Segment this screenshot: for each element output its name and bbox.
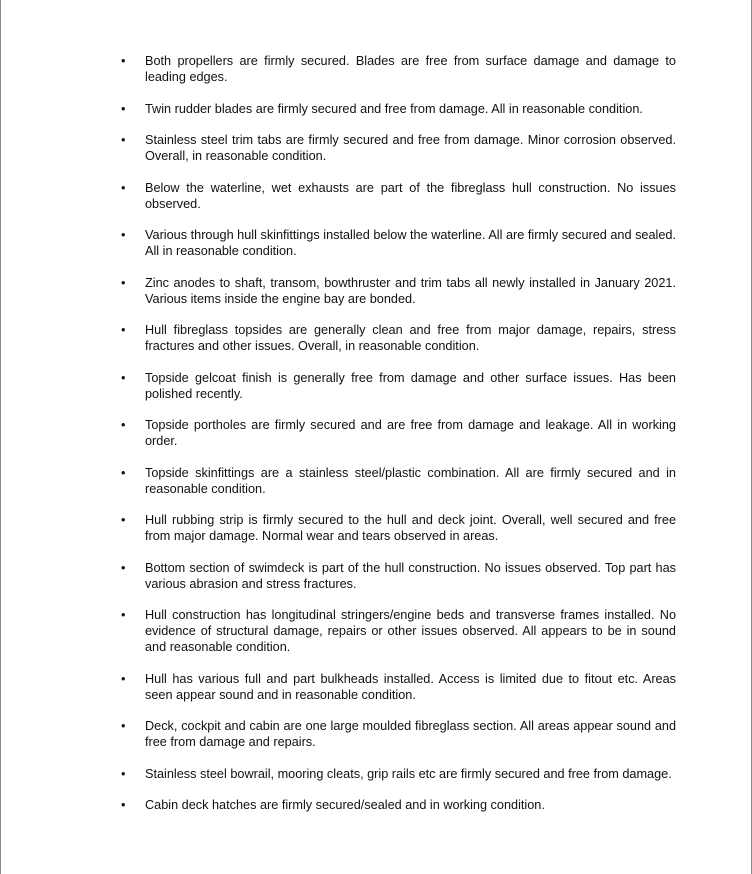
list-item-text: Topside gelcoat finish is generally free from damage and other surface issues. Has been polished recently. [145, 370, 676, 401]
bullet-icon: • [121, 766, 126, 781]
list-item [1, 417, 752, 449]
bullet-icon: • [121, 719, 126, 733]
bullet-icon: • [121, 513, 126, 527]
list-item-text: Stainless steel trim tabs are firmly secured and free from damage. Minor corrosion observed. Overall, in reasonable condition. [145, 133, 676, 163]
bullet-icon: • [121, 275, 126, 290]
bullet-icon: • [121, 228, 126, 242]
list-item [1, 560, 752, 592]
bullet-icon: • [121, 101, 126, 116]
list-item-text: Hull has various full and part bulkheads installed. Access is limited due to fitout etc. Areas seen appear sound and in reasonable condition. [145, 671, 676, 702]
list-item-text: Hull rubbing strip is firmly secured to the hull and deck joint. Overall, well secured and free from major damage. Normal wear and tears observed in areas. [145, 513, 676, 543]
list-item [1, 797, 752, 813]
list-item-text: Various through hull skinfittings installed below the waterline. All are firmly secured and sealed. All in reasonable condition. [145, 228, 676, 258]
list-item [1, 275, 752, 307]
list-item-text: Zinc anodes to shaft, transom, bowthruster and trim tabs all newly installed in January 2021. Various items inside the engine bay are bonded. [145, 275, 676, 306]
bullet-icon: • [121, 370, 126, 385]
list-item-text: Below the waterline, wet exhausts are part of the fibreglass hull construction. No issues observed. [145, 180, 676, 211]
list-item [1, 227, 752, 259]
bullet-icon: • [121, 323, 126, 337]
list-item [1, 607, 752, 655]
bullet-icon: • [121, 418, 126, 432]
list-item [1, 465, 752, 497]
bullet-icon: • [121, 608, 126, 622]
list-item-text: Cabin deck hatches are firmly secured/sealed and in working condition. [145, 798, 545, 812]
list-item [1, 370, 752, 402]
list-item-text: Topside portholes are firmly secured and are free from damage and leakage. All in working order. [145, 418, 676, 448]
list-item [1, 766, 752, 782]
bullet-icon: • [121, 465, 126, 480]
list-item [1, 322, 752, 354]
bullet-icon: • [121, 798, 126, 812]
bullet-icon: • [121, 180, 126, 195]
list-item-text: Hull fibreglass topsides are generally clean and free from major damage, repairs, stress fractures and other issues. Overall, in reasonable condition. [145, 323, 676, 353]
bullet-icon: • [121, 54, 126, 68]
list-item [1, 718, 752, 750]
list-item-text: Both propellers are firmly secured. Blades are free from surface damage and damage to leading edges. [145, 54, 676, 84]
list-item [1, 512, 752, 544]
list-item-text: Deck, cockpit and cabin are one large moulded fibreglass section. All areas appear sound and free from damage and repairs. [145, 719, 676, 749]
inspection-bullet-list [1, 53, 752, 829]
list-item [1, 671, 752, 703]
list-item [1, 53, 752, 85]
bullet-icon: • [121, 560, 126, 575]
list-item [1, 101, 752, 117]
list-item-text: Stainless steel bowrail, mooring cleats, grip rails etc are firmly secured and free from damage. [145, 766, 672, 781]
list-item [1, 180, 752, 212]
list-item-text: Hull construction has longitudinal stringers/engine beds and transverse frames installed. No evidence of structural damage, repairs or other issues observed. All appears to be in sound and reasonable condition. [145, 608, 676, 654]
list-item-text: Topside skinfittings are a stainless steel/plastic combination. All are firmly secured and in reasonable condition. [145, 465, 676, 496]
bullet-icon: • [121, 671, 126, 686]
list-item-text: Bottom section of swimdeck is part of the hull construction. No issues observed. Top part has various abrasion and stress fractures. [145, 560, 676, 591]
bullet-icon: • [121, 133, 126, 147]
list-item-text: Twin rudder blades are firmly secured and free from damage. All in reasonable condition. [145, 101, 643, 116]
list-item [1, 132, 752, 164]
